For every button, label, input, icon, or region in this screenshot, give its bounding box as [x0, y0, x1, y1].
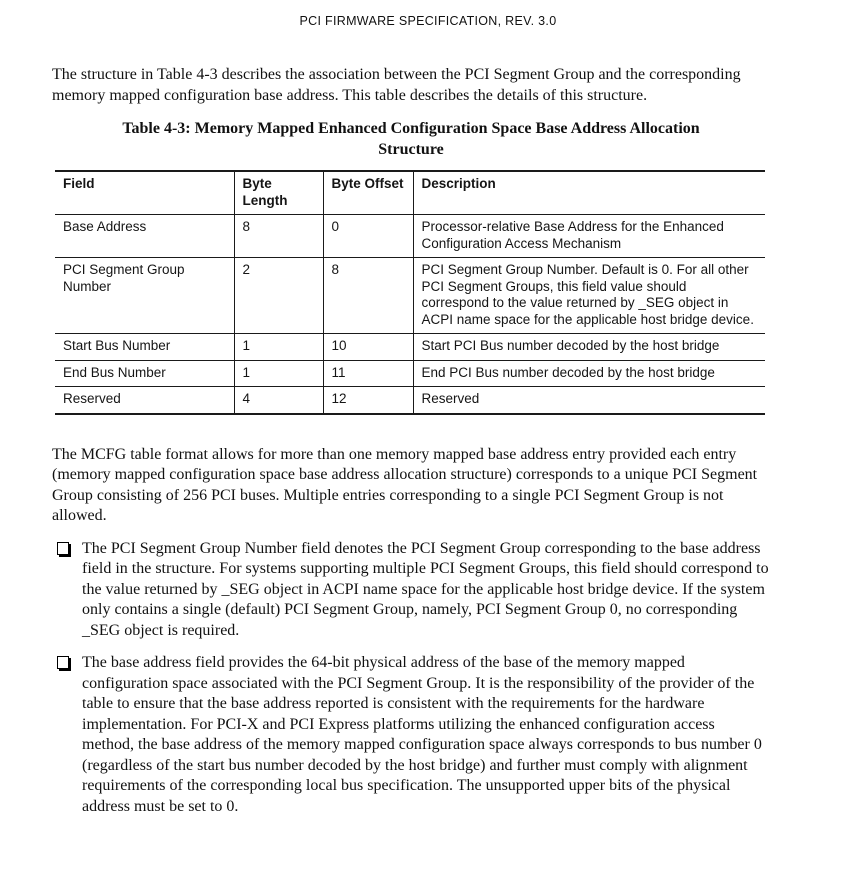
cell-byte-length: 1: [234, 334, 323, 361]
intro-paragraph: The structure in Table 4-3 describes the association between the PCI Segment Group and the corresponding memory mapped configuration base address. This table describes the details of this structure.: [52, 66, 741, 104]
table-header-row: [55, 171, 765, 215]
cell-description: Reserved: [413, 387, 765, 414]
cell-byte-length: 4: [234, 387, 323, 414]
square-bullet-icon: [57, 542, 69, 555]
cell-field: End Bus Number: [55, 360, 234, 387]
cell-description: PCI Segment Group Number. Default is 0. For all other PCI Segment Groups, this field value should correspond to the value returned by _SEG object in ACPI name space for the applicable host bridge device.: [413, 258, 765, 334]
cell-byte-length: 2: [234, 258, 323, 334]
cell-field: Reserved: [55, 387, 234, 414]
cell-byte-length: 1: [234, 360, 323, 387]
table-caption-line2: Structure: [378, 141, 444, 158]
table-row: [55, 334, 765, 361]
page-content: [52, 65, 770, 817]
cell-description: End PCI Bus number decoded by the host bridge: [413, 360, 765, 387]
table-caption-line1: Table 4-3: Memory Mapped Enhanced Configuration Space Base Address Allocation: [122, 120, 700, 137]
cell-byte-length: 8: [234, 215, 323, 258]
bullet-text: The PCI Segment Group Number field denotes the PCI Segment Group corresponding to the base address field in the structure. For systems supporting multiple PCI Segment Groups, this field should correspond to the value returned by _SEG object in ACPI name space for the applicable host bridge device. If the system only contains a single (default) PCI Segment Group, namely, PCI Segment Group 0, no corresponding _SEG object is required.: [82, 539, 769, 639]
table-row: [55, 360, 765, 387]
table-row: [55, 387, 765, 414]
bullet-item-base-address: [52, 653, 770, 817]
column-header-byte-length: Byte Length: [234, 171, 323, 215]
cell-field: Start Bus Number: [55, 334, 234, 361]
bullet-item-segment-group: [52, 539, 770, 642]
cell-field: PCI Segment Group Number: [55, 258, 234, 334]
bullet-text: The base address field provides the 64-bit physical address of the base of the memory mapped configuration space associated with the PCI Segment Group. It is the responsibility of the provider of the table to ensure that the base address reported is consistent with the requirements for the hardware implementation. For PCI-X and PCI Express platforms utilizing the enhanced configuration access method, the base address of the memory mapped configuration space always corresponds to bus number 0 (regardless of the start bus number decoded by the host bridge) and further must comply with alignment requirements of the corresponding local bus specification. The unsupported upper bits of the physical address must be set to 0.: [82, 654, 762, 815]
cell-byte-offset: 10: [323, 334, 413, 361]
page-header: PCI FIRMWARE SPECIFICATION, REV. 3.0: [299, 14, 557, 28]
column-header-description: Description: [413, 171, 765, 215]
table-row: [55, 215, 765, 258]
cell-byte-offset: 12: [323, 387, 413, 414]
table-caption: [52, 118, 770, 160]
column-header-byte-offset: Byte Offset: [323, 171, 413, 215]
cell-description: Start PCI Bus number decoded by the host bridge: [413, 334, 765, 361]
cell-field: Base Address: [55, 215, 234, 258]
column-header-field: Field: [63, 176, 95, 191]
cell-byte-offset: 8: [323, 258, 413, 334]
table-4-3: [55, 170, 765, 415]
square-bullet-icon: [57, 656, 69, 669]
table-row: [55, 258, 765, 334]
mcfg-paragraph: The MCFG table format allows for more than one memory mapped base address entry provided each entry (memory mapped configuration space base address allocation structure) corresponds to a unique PCI Segment Group consisting of 256 PCI buses. Multiple entries corresponding to a single PCI Segment Group is not allowed.: [52, 445, 758, 524]
cell-description: Processor-relative Base Address for the Enhanced Configuration Access Mechanism: [413, 215, 765, 258]
cell-byte-offset: 0: [323, 215, 413, 258]
cell-byte-offset: 11: [323, 360, 413, 387]
